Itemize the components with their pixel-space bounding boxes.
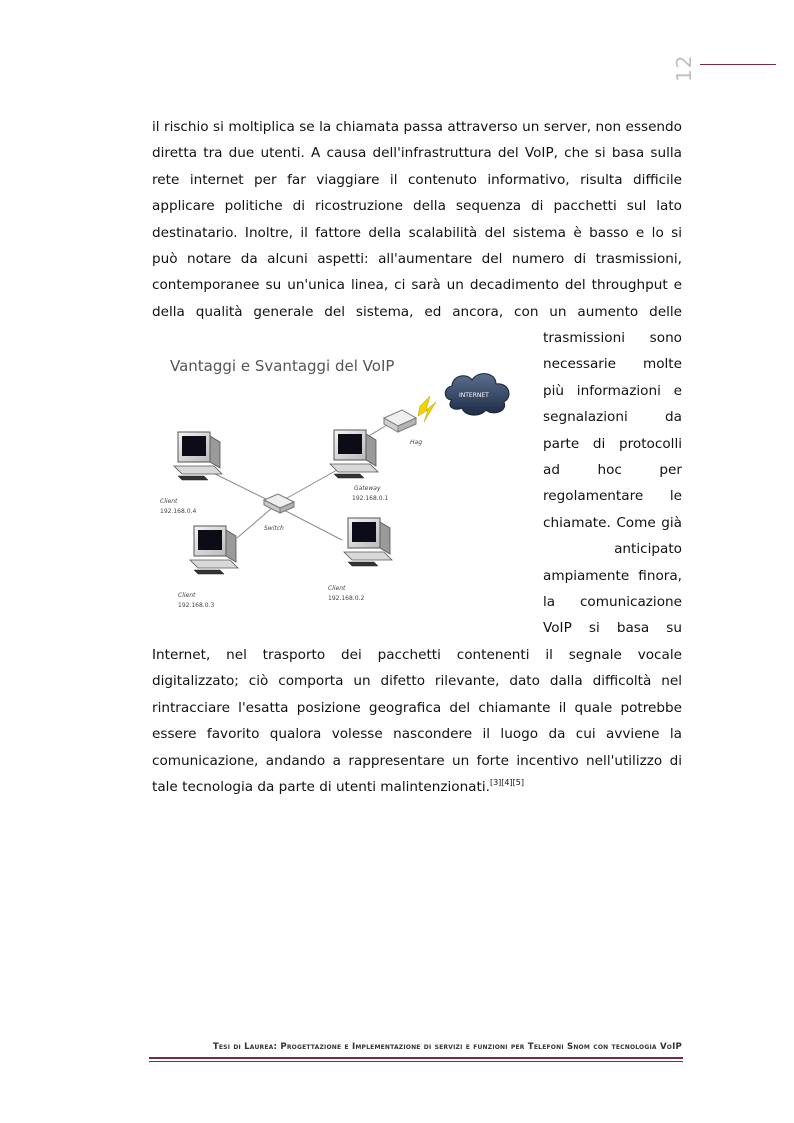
text-line: ad hoc per [543,462,682,479]
text-line: ampiamente finora, [543,567,682,584]
text-line: diretta tra due utenti. A causa dell'infrastruttura del VoIP, che si basa sulla [152,145,682,162]
gateway-ip: 192.168.0.1 [352,495,389,502]
client2-ip: 192.168.0.3 [178,602,215,609]
text-line: più informazioni e [543,382,682,399]
text-line: segnalazioni da [543,409,682,426]
client-computer-icon [174,432,222,480]
footer-rule-thin [149,1061,683,1062]
text-line: parte di protocolli [543,435,682,452]
figure-title: Vantaggi e Svantaggi del VoIP [170,357,395,375]
gateway-computer-icon [330,430,378,478]
last-line-text: tale tecnologia da parte di utenti malintenzionati. [152,779,490,796]
network-diagram-figure [152,340,530,615]
client1-label: Client [160,498,178,505]
text-line: contemporanee su un'unica linea, ci sarà un decadimento del throughput e [152,277,682,294]
text-line: la comunicazione [543,594,682,611]
text-line: digitalizzato; ciò comporta un difetto rilevante, dato dalla difficoltà nel [152,673,682,690]
text-line: trasmissioni sono [543,330,682,346]
cloud-label: INTERNET [459,392,489,399]
paragraph-top [152,114,682,325]
text-line: rintracciare l'esatta posizione geografica del chiamante il quale potrebbe [152,699,682,716]
page-number [672,54,698,102]
switch-label: Switch [264,525,284,532]
paragraph-bottom [152,642,682,800]
text-line: può notare da alcuni aspetti: all'aumentare del numero di trasmissioni, [152,250,682,267]
text-line: destinatario. Inoltre, il fattore della scalabilità del sistema è basso e lo si [152,224,682,241]
client3-ip: 192.168.0.2 [328,595,365,602]
header-rule [700,64,776,65]
client2-label: Client [178,592,196,599]
gateway-label: Gateway [354,485,381,492]
footer-title: Tesi di Laurea: Progettazione e Implementazione di servizi e funzioni per Telefoni Snom con tecnologia VoIP [212,1042,682,1052]
text-line: anticipato [614,541,682,558]
citation-refs[interactable]: [3][4][5] [489,778,524,788]
text-line: applicare politiche di ricostruzione della sequenza di pacchetti sul lato [152,198,682,215]
client3-label: Client [328,585,346,592]
text-line: rete internet per far viaggiare il contenuto informativo, risulta difficile [152,171,682,188]
text-line: della qualità generale del sistema, ed ancora, con un aumento delle [152,303,682,320]
text-line: regolamentare le [543,488,682,505]
wrap-column [543,325,682,642]
client-computer-icon [344,518,392,566]
text-line: il rischio si moltiplica se la chiamata passa attraverso un server, non essendo [152,119,682,135]
page-number-text: 12 [672,54,696,82]
text-line: comunicazione, andando a rappresentare un forte incentivo nell'utilizzo di [152,752,682,769]
text-line-last [152,774,682,800]
text-line: chiamate. Come già [543,514,682,531]
text-line: VoIP si basa su [543,620,682,637]
text-line: necessarie molte [543,356,682,373]
client1-ip: 192.168.0.4 [160,508,197,515]
text-line: Internet, nel trasporto dei pacchetti contenenti il segnale vocale [152,647,682,663]
client-computer-icon [190,526,238,574]
footer-rule [149,1057,683,1059]
hag-label: Hag [410,439,422,446]
text-line: essere favorito qualora volesse nascondere il luogo da cui avviene la [152,726,682,743]
